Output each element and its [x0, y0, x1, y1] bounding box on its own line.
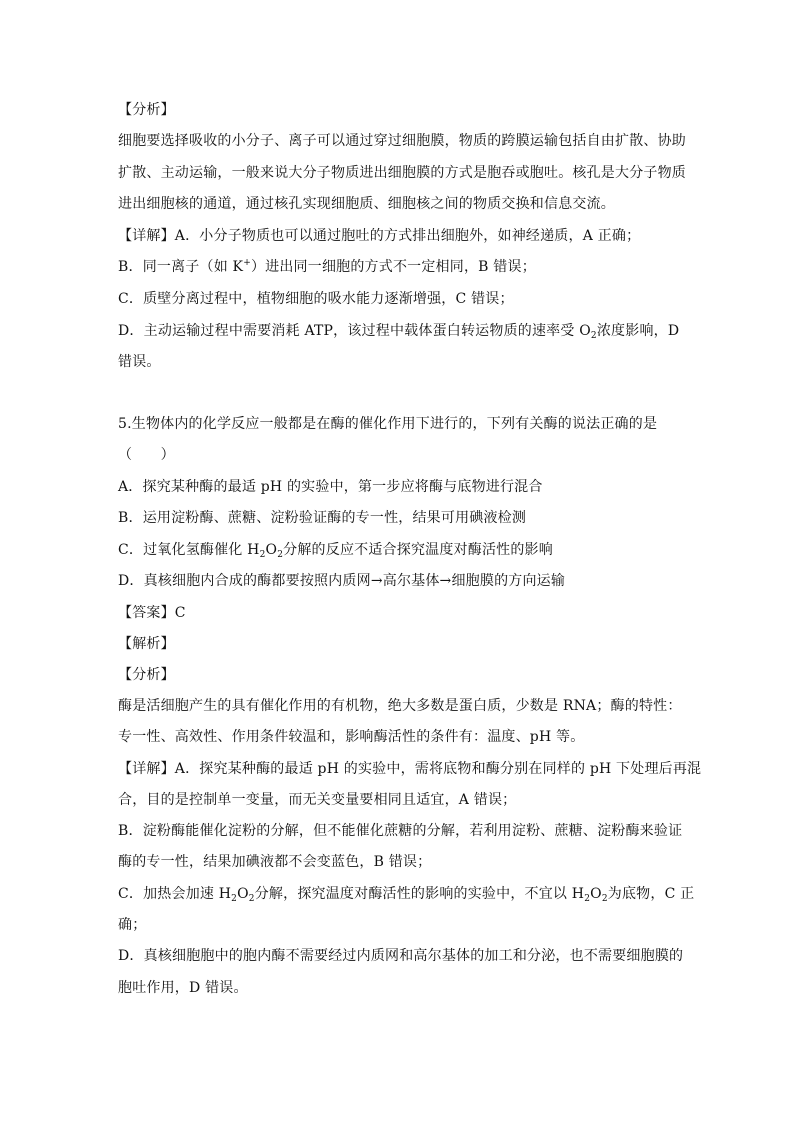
text-line: 合，目的是控制单一变量，而无关变量要相同且适宜，A 错误；: [118, 792, 517, 808]
subscript: 2: [231, 894, 238, 904]
subscript: 2: [277, 550, 284, 560]
text-run: B．同一离子（如 K: [118, 259, 244, 275]
subscript: 2: [259, 550, 266, 560]
text-run: O: [237, 886, 249, 902]
text-line: 5.生物体内的化学反应一般都是在酶的催化作用下进行的，下列有关酶的说法正确的是: [118, 416, 658, 432]
text-run: ）进出同一细胞的方式不一定相同，B 错误；: [250, 259, 536, 275]
text-run: 分解的反应不适合探究温度对酶活性的影响: [283, 542, 553, 558]
text-line: 进出细胞核的通道，通过核孔实现细胞质、细胞核之间的物质交换和信息交流。: [118, 196, 615, 212]
subscript: 2: [248, 894, 255, 904]
text-line: （ ）: [118, 447, 175, 463]
subscript: 2: [584, 894, 591, 904]
subscript: 2: [601, 894, 608, 904]
subscript: 2: [590, 331, 597, 341]
text-line: 细胞要选择吸收的小分子、离子可以通过穿过细胞膜，物质的跨膜运输包括自由扩散、协助: [118, 133, 686, 149]
text-line: [118, 884, 694, 904]
text-line: D．真核细胞内合成的酶都要按照内质网→高尔基体→细胞膜的方向运输: [118, 573, 566, 589]
text-line: 胞吐作用，D 错误。: [118, 980, 248, 996]
text-run: 浓度影响，D: [596, 323, 680, 339]
text-line: 【分析】: [118, 667, 175, 683]
text-line: 【分析】: [118, 102, 175, 118]
text-line: B．运用淀粉酶、蔗糖、淀粉验证酶的专一性，结果可用碘液检测: [118, 510, 527, 526]
text-run: C．过氧化氢酶催化 H: [118, 542, 260, 558]
text-line: [118, 257, 536, 277]
text-line: 【详解】A．小分子物质也可以通过胞吐的方式排出细胞外，如神经递质，A 正确；: [118, 228, 641, 244]
text-line: 专一性、高效性、作用条件较温和，影响酶活性的条件有：温度、pH 等。: [118, 729, 585, 745]
text-line: 【解析】: [118, 636, 175, 652]
text-line: 酶是活细胞产生的具有催化作用的有机物，绝大多数是蛋白质，少数是 RNA；酶的特性：: [118, 698, 682, 714]
text-run: C．加热会加速 H: [118, 886, 232, 902]
text-line: 【答案】C: [118, 605, 186, 621]
text-line: [118, 321, 679, 341]
text-line: B．淀粉酶能催化淀粉的分解，但不能催化蔗糖的分解，若利用淀粉、蔗糖、淀粉酶来验证: [118, 823, 683, 839]
text-line: 【详解】A．探究某种酶的最适 pH 的实验中，需将底物和酶分别在同样的 pH 下处理后再混: [118, 761, 702, 777]
text-run: O: [265, 542, 278, 558]
text-line: C．质壁分离过程中，植物细胞的吸水能力逐渐增强，C 错误；: [118, 291, 514, 307]
superscript: +: [243, 258, 251, 268]
text-line: 错误。: [118, 354, 161, 370]
text-line: D．真核细胞胞中的胞内酶不需要经过内质网和高尔基体的加工和分泌，也不需要细胞膜的: [118, 948, 684, 964]
text-run: 为底物，C 正: [607, 886, 695, 902]
text-line: [118, 540, 553, 560]
text-line: A．探究某种酶的最适 pH 的实验中，第一步应将酶与底物进行混合: [118, 479, 543, 495]
text-line: 酶的专一性，结果加碘液都不会变蓝色，B 错误；: [118, 854, 432, 870]
text-run: 分解，探究温度对酶活性的影响的实验中，不宜以 H: [254, 886, 585, 902]
text-run: O: [590, 886, 602, 902]
text-line: 确；: [118, 917, 147, 933]
text-line: 扩散、主动运输，一般来说大分子物质进出细胞膜的方式是胞吞或胞吐。核孔是大分子物质: [118, 165, 686, 181]
text-run: D．主动运输过程中需要消耗 ATP，该过程中载体蛋白转运物质的速率受 O: [118, 323, 591, 339]
